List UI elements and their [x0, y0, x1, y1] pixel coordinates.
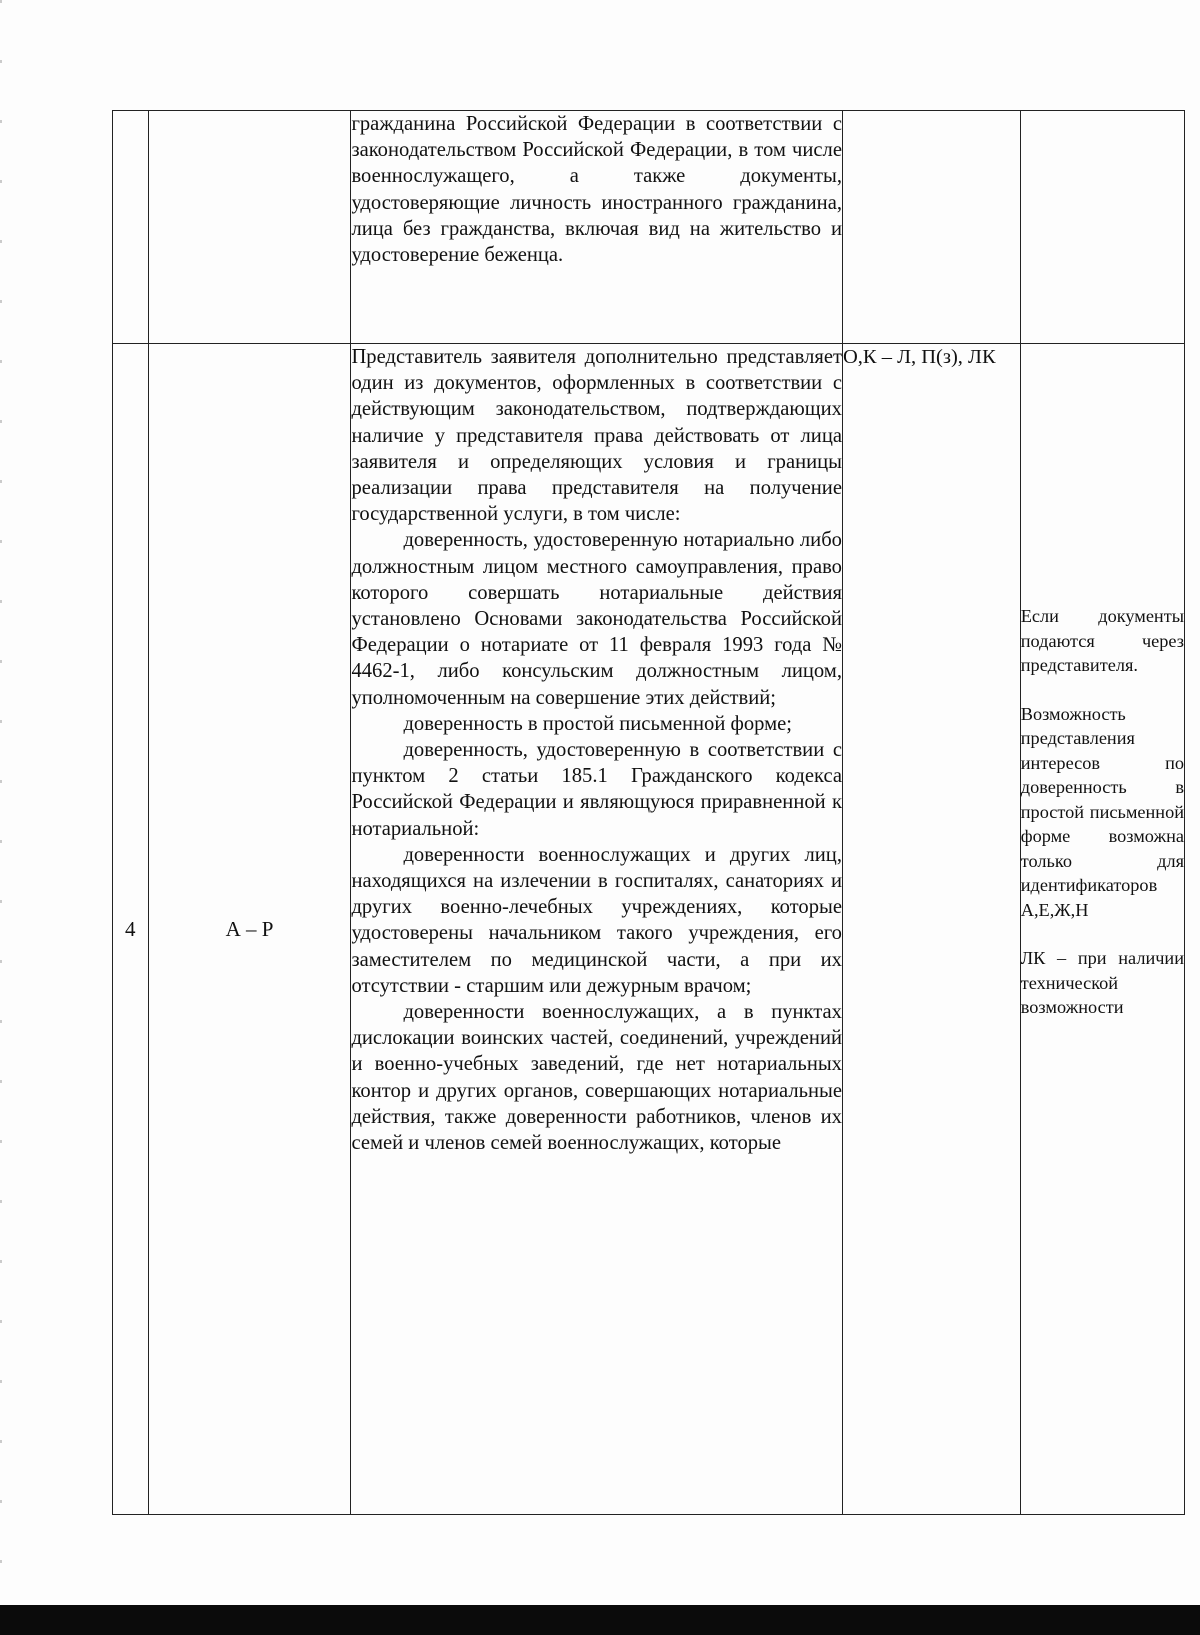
note-simple-power-of-attorney: Возможность представления интересов по доверенность в простой письменной форме возможна только для идентификаторов А,Е,Ж,Н: [1020, 703, 1184, 920]
table-row-continuation: [113, 111, 1185, 344]
codes-text: О,К – Л, П(з), ЛК: [842, 346, 996, 368]
row-number: 4: [113, 344, 149, 1515]
note-personal-account: ЛК – при наличии технической возможности: [1020, 948, 1184, 1017]
representative-intro: Представитель заявителя дополнительно представляет один из документов, оформленных в соответствии с действующим законодательством, подтверждающих наличие у представителя права действовать от лица заявителя и определяющих условия и границы реализации права представителя на получение государственной услуги, в том числе:: [351, 346, 842, 526]
continuation-text: гражданина Российской Федерации в соответствии с законодательством Российской Федерации, в том числе военнослужащего, а также документы, удостоверяющие личность иностранного гражданина, лица без гражданства, включая вид на жительство и удостоверение беженца.: [351, 113, 842, 267]
document-table: [112, 110, 1185, 1515]
note-representative: Если документы подаются через представителя.: [1020, 606, 1184, 675]
list-item: доверенность, удостоверенную в соответствии с пунктом 2 статьи 185.1 Гражданского кодекса Российской Федерации и являющуюся приравненной к нотариальной:: [351, 739, 842, 840]
list-item: доверенность в простой письменной форме;: [403, 712, 793, 735]
row-identifier: А – Р: [148, 344, 351, 1515]
list-item: доверенности военнослужащих и других лиц, находящихся на излечении в госпиталях, санаториях и других военно-лечебных учреждениях, которые удостоверены начальником такого учреждения, его заместителем по медицинской части, а при их отсутствии - старшим или дежурным врачом;: [351, 843, 842, 997]
document-cell: [351, 344, 843, 1515]
list-item: доверенности военнослужащих, а в пунктах дислокации воинских частей, соединений, учреждений и военно-учебных заведений, где нет нотариальных контор и других органов, совершающих нотариальные действия, также доверенности работников, членов их семей и членов семей военнослужащих, которые: [351, 1001, 842, 1155]
codes-cell: [842, 111, 1020, 344]
notes-cell: [1020, 344, 1184, 1515]
table-row-4: [113, 344, 1185, 1515]
document-cell: [351, 111, 843, 344]
notes-cell: [1020, 111, 1184, 344]
scan-bottom-edge: [0, 1605, 1200, 1635]
scan-margin-marks: [0, 0, 2, 1605]
list-item: доверенность, удостоверенную нотариально либо должностным лицом местного самоуправления, право которого совершать нотариальные действия установлено Основами законодательства Российской Федерации о нотариате от 11 февраля 1993 года № 4462-1, либо консульским должностным лицом, уполномоченным на совершение этих действий;: [351, 529, 842, 709]
codes-cell: [842, 344, 1020, 1515]
number-cell: [113, 111, 149, 344]
identifier-cell: [148, 111, 351, 344]
